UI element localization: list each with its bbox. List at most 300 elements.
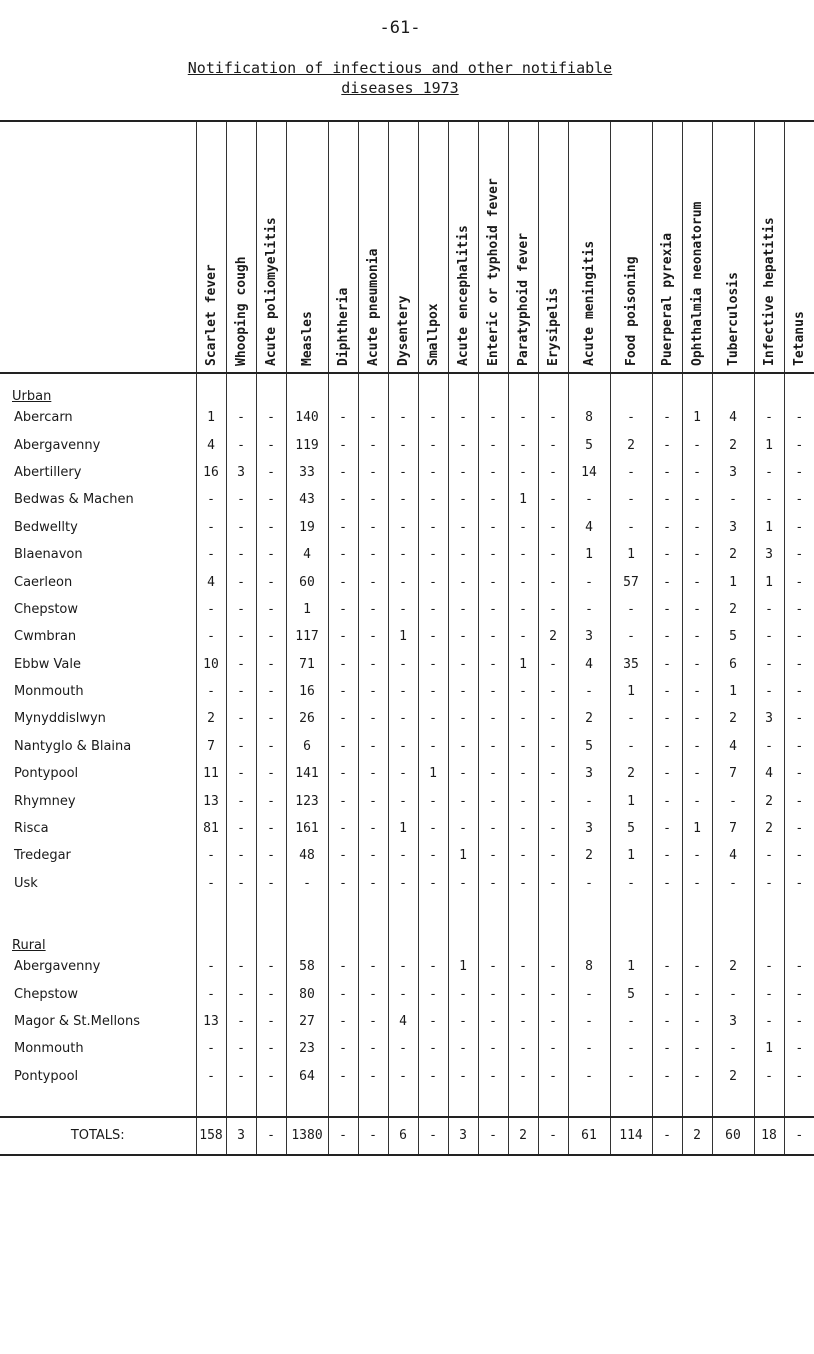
table-cell: -: [508, 760, 538, 787]
table-cell: 4: [754, 760, 784, 787]
table-cell: 27: [286, 1008, 328, 1035]
table-cell: 1: [568, 541, 610, 568]
table-cell: -: [388, 787, 418, 814]
table-cell: 4: [196, 568, 226, 595]
table-cell: -: [256, 651, 286, 678]
table-cell: -: [568, 486, 610, 513]
table-cell: -: [256, 1008, 286, 1035]
table-cell: -: [478, 733, 508, 760]
district-name: Cwmbran: [14, 629, 77, 645]
table-cell: -: [256, 678, 286, 705]
table-cell: 1: [508, 651, 538, 678]
table-cell: -: [256, 705, 286, 732]
table-cell: -: [328, 486, 358, 513]
table-cell: -: [358, 733, 388, 760]
table-cell: -: [538, 1063, 568, 1090]
table-cell: -: [652, 870, 682, 897]
table-cell: 4: [196, 431, 226, 458]
table-cell: 4: [568, 651, 610, 678]
table-cell: -: [448, 678, 478, 705]
totals-row: [0, 1117, 814, 1155]
table-cell: -: [652, 514, 682, 541]
table-cell: -: [388, 1035, 418, 1062]
table-cell: -: [388, 705, 418, 732]
table-cell: -: [784, 623, 814, 650]
table-cell: -: [328, 733, 358, 760]
table-cell: -: [388, 568, 418, 595]
table-cell: -: [328, 651, 358, 678]
table-cell: -: [328, 404, 358, 431]
table-cell: 117: [286, 623, 328, 650]
table-cell: -: [712, 1035, 754, 1062]
table-cell: -: [226, 1035, 256, 1062]
table-cell: -: [196, 842, 226, 869]
table-cell: -: [418, 623, 448, 650]
table-cell: -: [478, 1008, 508, 1035]
table-cell: -: [682, 568, 712, 595]
table-cell: -: [418, 596, 448, 623]
table-cell: -: [478, 870, 508, 897]
table-cell: 1: [448, 953, 478, 980]
table-cell: -: [358, 514, 388, 541]
column-header-label: Dysentery: [395, 295, 411, 366]
table-cell: -: [478, 815, 508, 842]
table-cell: -: [358, 705, 388, 732]
table-cell: -: [448, 705, 478, 732]
table-cell: -: [682, 486, 712, 513]
table-cell: 1: [712, 678, 754, 705]
table-cell: 60: [286, 568, 328, 595]
table-row: [0, 541, 814, 568]
spacer-row: [0, 897, 814, 923]
table-cell: -: [784, 787, 814, 814]
district-name: Nantyglo & Blaina: [14, 738, 132, 754]
table-cell: -: [538, 678, 568, 705]
table-cell: 13: [196, 787, 226, 814]
urban-section: [0, 373, 814, 404]
column-header-label: Food poisoning: [623, 256, 639, 366]
table-cell: -: [538, 842, 568, 869]
table-cell: -: [328, 623, 358, 650]
column-header: [538, 121, 568, 373]
table-cell: -: [682, 953, 712, 980]
table-cell: -: [538, 980, 568, 1007]
table-cell: -: [784, 431, 814, 458]
table-cell: -: [388, 459, 418, 486]
table-cell: -: [388, 596, 418, 623]
table-row: [0, 733, 814, 760]
table-cell: -: [508, 459, 538, 486]
table-cell: -: [652, 705, 682, 732]
district-name: Bedwas & Machen: [14, 492, 134, 508]
table-cell: -: [508, 953, 538, 980]
table-cell: -: [478, 514, 508, 541]
table-cell: -: [712, 486, 754, 513]
table-cell: -: [388, 1063, 418, 1090]
column-header-label: Acute poliomyelitis: [263, 217, 279, 366]
table-cell: -: [538, 404, 568, 431]
table-cell: -: [418, 514, 448, 541]
table-cell: 1: [754, 431, 784, 458]
table-cell: -: [448, 486, 478, 513]
table-cell: -: [418, 787, 448, 814]
table-cell: -: [652, 431, 682, 458]
table-cell: -: [682, 596, 712, 623]
table-cell: -: [358, 787, 388, 814]
district-name: Abercarn: [14, 410, 73, 426]
table-cell: 81: [196, 815, 226, 842]
column-header-label: Ophthalmia neonatorum: [689, 201, 705, 366]
table-cell: -: [328, 953, 358, 980]
table-cell: 7: [712, 815, 754, 842]
table-cell: -: [538, 459, 568, 486]
table-cell: -: [754, 678, 784, 705]
table-cell: -: [196, 541, 226, 568]
district-name: Monmouth: [14, 1041, 84, 1057]
table-cell: -: [652, 1063, 682, 1090]
table-cell: -: [682, 1035, 712, 1062]
column-header-label: Smallpox: [425, 303, 441, 366]
column-header-label: Whooping cough: [233, 256, 249, 366]
table-cell: -: [328, 1008, 358, 1035]
district-name: Pontypool: [14, 1068, 79, 1084]
table-cell: -: [388, 541, 418, 568]
district-name: Magor & St.Mellons: [14, 1014, 141, 1029]
table-cell: 3: [712, 1008, 754, 1035]
table-cell: -: [478, 568, 508, 595]
table-cell: 3: [568, 815, 610, 842]
table-cell: -: [610, 870, 652, 897]
table-cell: -: [226, 870, 256, 897]
total-cell: 18: [754, 1117, 784, 1155]
table-cell: -: [448, 651, 478, 678]
table-cell: -: [358, 1035, 388, 1062]
table-cell: -: [256, 1063, 286, 1090]
table-cell: -: [328, 514, 358, 541]
table-cell: -: [784, 514, 814, 541]
table-cell: -: [784, 870, 814, 897]
table-row: [0, 596, 814, 623]
table-cell: -: [388, 678, 418, 705]
table-cell: -: [226, 733, 256, 760]
table-cell: -: [418, 651, 448, 678]
table-row: [0, 1035, 814, 1062]
table-cell: 7: [712, 760, 754, 787]
column-header: [508, 121, 538, 373]
table-cell: -: [286, 870, 328, 897]
table-cell: 2: [712, 596, 754, 623]
total-cell: -: [256, 1117, 286, 1155]
column-header: [328, 121, 358, 373]
column-header: [682, 121, 712, 373]
table-cell: 1: [196, 404, 226, 431]
table-cell: 19: [286, 514, 328, 541]
table-cell: -: [538, 870, 568, 897]
table-cell: 4: [712, 842, 754, 869]
table-cell: -: [538, 787, 568, 814]
table-cell: -: [418, 980, 448, 1007]
table-cell: -: [508, 1008, 538, 1035]
table-cell: 2: [712, 705, 754, 732]
table-cell: -: [328, 842, 358, 869]
table-cell: -: [418, 815, 448, 842]
table-cell: 64: [286, 1063, 328, 1090]
table-cell: -: [568, 568, 610, 595]
table-cell: -: [226, 651, 256, 678]
table-cell: -: [478, 596, 508, 623]
table-cell: 3: [568, 623, 610, 650]
table-cell: -: [538, 514, 568, 541]
table-cell: -: [226, 787, 256, 814]
table-cell: -: [418, 953, 448, 980]
table-cell: -: [610, 596, 652, 623]
table-cell: 3: [568, 760, 610, 787]
table-cell: -: [712, 870, 754, 897]
total-cell: 60: [712, 1117, 754, 1155]
table-cell: -: [754, 459, 784, 486]
table-cell: -: [196, 1063, 226, 1090]
table-cell: -: [754, 842, 784, 869]
table-cell: 2: [712, 431, 754, 458]
table-cell: -: [754, 1063, 784, 1090]
table-cell: -: [256, 568, 286, 595]
district-name: Tredegar: [14, 848, 71, 864]
table-cell: 2: [610, 760, 652, 787]
total-cell: -: [328, 1117, 358, 1155]
table-cell: -: [652, 733, 682, 760]
total-cell: 2: [508, 1117, 538, 1155]
table-cell: -: [508, 431, 538, 458]
table-cell: -: [358, 870, 388, 897]
column-header-label: Erysipelis: [545, 287, 561, 366]
table-cell: -: [448, 568, 478, 595]
table-cell: 1: [286, 596, 328, 623]
table-row: [0, 1008, 814, 1035]
table-cell: 71: [286, 651, 328, 678]
table-cell: -: [328, 1063, 358, 1090]
table-cell: -: [538, 486, 568, 513]
table-cell: 161: [286, 815, 328, 842]
table-row: [0, 404, 814, 431]
table-cell: -: [226, 541, 256, 568]
district-name: Bedwellty: [14, 519, 78, 535]
table-cell: 1: [610, 678, 652, 705]
total-cell: -: [784, 1117, 814, 1155]
table-row: [0, 459, 814, 486]
table-cell: -: [418, 842, 448, 869]
table-cell: -: [508, 541, 538, 568]
table-cell: -: [682, 541, 712, 568]
table-cell: 23: [286, 1035, 328, 1062]
table-row: [0, 1063, 814, 1090]
district-name: Blaenavon: [14, 547, 83, 563]
column-header: [256, 121, 286, 373]
column-header: [712, 121, 754, 373]
table-cell: 4: [388, 1008, 418, 1035]
table-cell: -: [256, 514, 286, 541]
table-cell: -: [538, 733, 568, 760]
table-cell: -: [478, 787, 508, 814]
table-body: [0, 373, 814, 1155]
table-cell: -: [568, 678, 610, 705]
table-cell: -: [754, 596, 784, 623]
table-cell: -: [256, 541, 286, 568]
table-cell: 2: [568, 705, 610, 732]
table-cell: 5: [568, 733, 610, 760]
table-cell: -: [508, 1063, 538, 1090]
table-cell: -: [358, 568, 388, 595]
table-cell: -: [784, 980, 814, 1007]
table-cell: -: [682, 1063, 712, 1090]
table-cell: -: [328, 980, 358, 1007]
column-header: [784, 121, 814, 373]
table-cell: 14: [568, 459, 610, 486]
table-cell: -: [508, 568, 538, 595]
table-cell: -: [388, 404, 418, 431]
table-cell: -: [568, 980, 610, 1007]
table-cell: -: [448, 541, 478, 568]
table-cell: 5: [610, 980, 652, 1007]
table-cell: -: [358, 541, 388, 568]
table-cell: -: [256, 760, 286, 787]
table-cell: -: [508, 815, 538, 842]
table-cell: -: [610, 705, 652, 732]
table-cell: -: [652, 980, 682, 1007]
table-cell: -: [784, 596, 814, 623]
table-row: [0, 760, 814, 787]
column-header: [568, 121, 610, 373]
table-cell: -: [196, 1035, 226, 1062]
table-cell: -: [358, 815, 388, 842]
district-name: Pontypool: [14, 766, 79, 782]
table-cell: -: [478, 404, 508, 431]
table-cell: -: [256, 815, 286, 842]
total-cell: 3: [226, 1117, 256, 1155]
table-cell: -: [754, 1008, 784, 1035]
table-cell: -: [226, 404, 256, 431]
table-cell: -: [508, 787, 538, 814]
table-cell: -: [328, 568, 358, 595]
column-header-label: Tuberculosis: [725, 272, 741, 366]
table-cell: -: [682, 459, 712, 486]
table-cell: -: [652, 815, 682, 842]
table-cell: -: [256, 787, 286, 814]
table-cell: -: [508, 733, 538, 760]
table-cell: -: [358, 623, 388, 650]
table-cell: 2: [754, 815, 784, 842]
table-cell: -: [328, 870, 358, 897]
column-header-label: Acute meningitis: [581, 240, 597, 366]
table-cell: 5: [568, 431, 610, 458]
table-cell: -: [478, 842, 508, 869]
table-cell: -: [478, 651, 508, 678]
table-cell: 1: [754, 514, 784, 541]
table-cell: -: [478, 486, 508, 513]
table-cell: -: [448, 733, 478, 760]
table-row: [0, 705, 814, 732]
table-cell: 1: [754, 568, 784, 595]
column-header-label: Enteric or typhoid fever: [485, 178, 501, 366]
table-cell: -: [652, 787, 682, 814]
table-cell: 2: [712, 1063, 754, 1090]
table-cell: -: [754, 953, 784, 980]
table-cell: 119: [286, 431, 328, 458]
table-cell: -: [256, 404, 286, 431]
table-cell: -: [226, 431, 256, 458]
table-cell: 8: [568, 953, 610, 980]
table-row: [0, 431, 814, 458]
table-cell: -: [610, 404, 652, 431]
table-cell: -: [610, 1035, 652, 1062]
table-cell: 1: [754, 1035, 784, 1062]
table-cell: -: [538, 541, 568, 568]
table-cell: 58: [286, 953, 328, 980]
notification-table: [0, 120, 814, 1156]
table-cell: -: [478, 953, 508, 980]
district-name: Rhymney: [14, 793, 76, 809]
table-cell: -: [388, 733, 418, 760]
table-cell: -: [196, 870, 226, 897]
table-cell: -: [652, 486, 682, 513]
table-cell: -: [256, 953, 286, 980]
table-row: [0, 651, 814, 678]
table-cell: -: [538, 953, 568, 980]
table-cell: -: [358, 678, 388, 705]
table-cell: -: [652, 596, 682, 623]
table-cell: -: [388, 651, 418, 678]
table-row: [0, 568, 814, 595]
table-cell: -: [256, 842, 286, 869]
table-cell: -: [358, 459, 388, 486]
table-cell: -: [226, 1063, 256, 1090]
table-cell: -: [328, 596, 358, 623]
table-cell: -: [388, 953, 418, 980]
total-cell: 114: [610, 1117, 652, 1155]
table-cell: 2: [712, 953, 754, 980]
table-cell: -: [256, 733, 286, 760]
table-cell: -: [418, 486, 448, 513]
table-cell: -: [478, 1063, 508, 1090]
table-cell: -: [610, 459, 652, 486]
table-cell: -: [328, 459, 358, 486]
table-cell: -: [682, 870, 712, 897]
table-cell: 2: [538, 623, 568, 650]
table-cell: -: [388, 842, 418, 869]
total-cell: 6: [388, 1117, 418, 1155]
table-cell: -: [448, 870, 478, 897]
table-cell: -: [328, 705, 358, 732]
table-cell: -: [508, 596, 538, 623]
table-cell: -: [784, 815, 814, 842]
table-cell: -: [682, 842, 712, 869]
table-cell: 43: [286, 486, 328, 513]
table-cell: -: [784, 404, 814, 431]
table-cell: 1: [682, 404, 712, 431]
column-header-label: Acute encephalitis: [455, 225, 471, 366]
table-cell: -: [538, 568, 568, 595]
table-cell: -: [610, 1063, 652, 1090]
column-header-label: Paratyphoid fever: [515, 232, 531, 366]
column-header-row: [0, 121, 814, 373]
table-row: [0, 815, 814, 842]
table-cell: 5: [610, 815, 652, 842]
table-cell: -: [784, 541, 814, 568]
table-cell: -: [196, 486, 226, 513]
table-cell: -: [328, 1035, 358, 1062]
table-cell: 141: [286, 760, 328, 787]
table-cell: -: [478, 541, 508, 568]
table-cell: -: [448, 596, 478, 623]
